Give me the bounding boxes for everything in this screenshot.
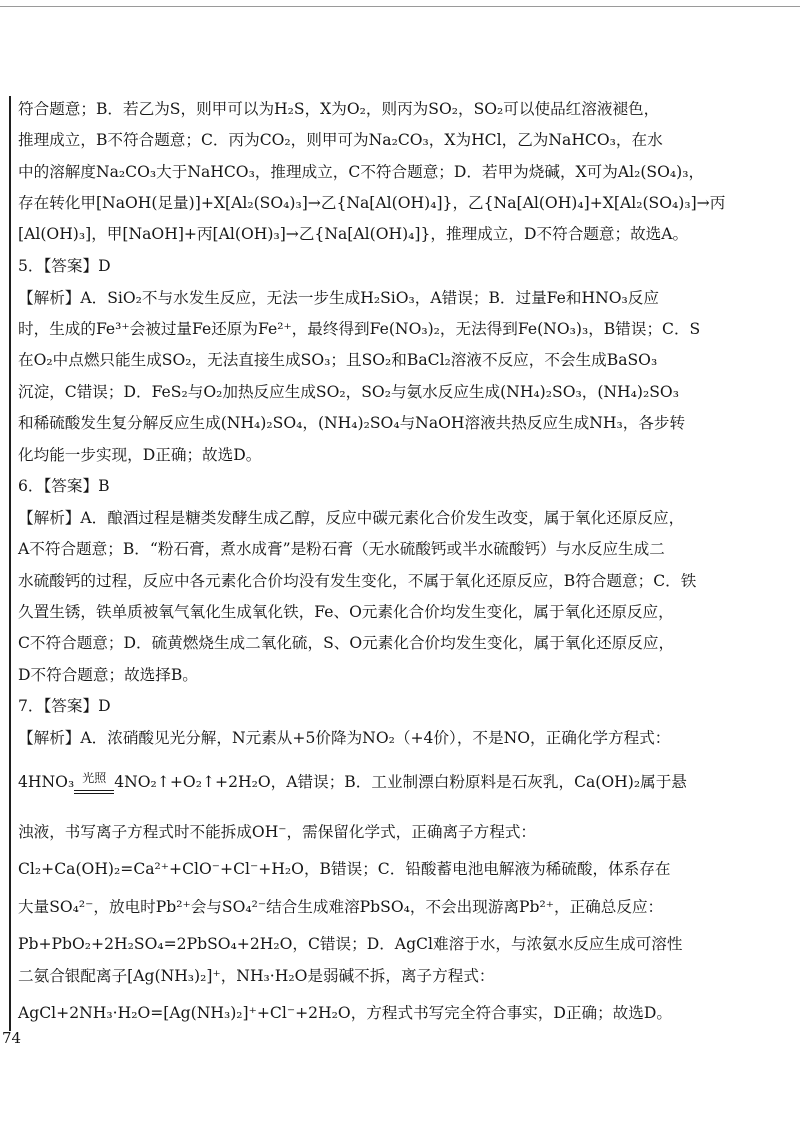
left-margin-rule xyxy=(9,96,11,1031)
q7-line-4: Cl₂+Ca(OH)₂=Ca²⁺+ClO⁻+Cl⁻+H₂O，B错误；C．铅酸蓄电池电解液为稀硫酸，体系存在 xyxy=(18,860,671,878)
q7-equation-hno3 xyxy=(18,772,782,792)
reaction-condition-label: 光照 xyxy=(82,771,107,785)
page-number: 74 xyxy=(2,1029,22,1047)
answer-6: 6．【答案】B xyxy=(18,477,110,495)
q7-line-8: AgCl+2NH₃·H₂O=[Ag(NH₃)₂]⁺+Cl⁻+2H₂O，方程式书写完全符合事实，D正确；故选D。 xyxy=(18,1004,672,1022)
q5-line-6: 化均能一步实现，D正确；故选D。 xyxy=(18,446,262,464)
q5-line-4: 沉淀，C错误；D．FeS₂与O₂加热反应生成SO₂，SO₂与氨水反应生成(NH₄)₂SO₃，(NH₄)₂SO₃ xyxy=(18,383,679,401)
q5-line-1: 【解析】A．SiO₂不与水发生反应，无法一步生成H₂SiO₃，A错误；B．过量Fe和HNO₃反应 xyxy=(18,289,659,307)
q6-line-6: D不符合题意；故选择B。 xyxy=(18,666,198,684)
q4-cont-line-1: 符合题意；B．若乙为S，则甲可以为H₂S，X为O₂，则丙为SO₂，SO₂可以使品红溶液褪色， xyxy=(18,100,660,118)
q7-line-7: 二氨合银配离子[Ag(NH₃)₂]⁺，NH₃·H₂O是弱碱不拆，离子方程式： xyxy=(18,967,495,985)
q5-line-5: 和稀硫酸发生复分解反应生成(NH₄)₂SO₄，(NH₄)₂SO₄与NaOH溶液共热反应生成NH₃，各步转 xyxy=(18,414,686,432)
answer-7: 7．【答案】D xyxy=(18,697,111,715)
q5-line-2: 时，生成的Fe³⁺会被过量Fe还原为Fe²⁺，最终得到Fe(NO₃)₂，无法得到Fe(NO₃)₃，B错误；C．S xyxy=(18,320,701,338)
q4-cont-line-4: 存在转化甲[NaOH(足量)]+X[Al₂(SO₄)₃]→乙{Na[Al(OH)₄]}，乙{Na[Al(OH)₄]+X[Al₂(SO₄)₃]→丙 xyxy=(18,194,726,212)
q4-cont-line-5: [Al(OH)₃]，甲[NaOH]+丙[Al(OH)₃]→乙{Na[Al(OH)₄]}，推理成立，D不符合题意；故选A。 xyxy=(18,225,689,243)
q6-line-4: 久置生锈，铁单质被氧气氧化生成氧化铁，Fe、O元素化合价均发生变化，属于氧化还原反应， xyxy=(18,603,674,621)
q7-line-3: 浊液，书写离子方程式时不能拆成OH⁻，需保留化学式，正确离子方程式： xyxy=(18,823,537,841)
q4-cont-line-3: 中的溶解度Na₂CO₃大于NaHCO₃，推理成立，C不符合题意；D．若甲为烧碱，X可为Al₂(SO₄)₃， xyxy=(18,163,705,181)
q4-cont-line-2: 推理成立，B不符合题意；C．丙为CO₂，则甲可为Na₂CO₃，X为HCl，乙为NaHCO₃，在水 xyxy=(18,131,663,149)
q6-line-2: A不符合题意；B．“粉石膏，煮水成膏”是粉石膏（无水硫酸钙或半水硫酸钙）与水反应生成二 xyxy=(18,540,665,558)
top-rule xyxy=(0,6,800,7)
equation-products-and-text: 4NO₂↑+O₂↑+2H₂O，A错误；B．工业制漂白粉原料是石灰乳，Ca(OH)₂属于悬 xyxy=(114,773,687,791)
q6-line-5: C不符合题意；D．硫黄燃烧生成二氧化硫，S、O元素化合价均发生变化，属于氧化还原反应， xyxy=(18,634,675,652)
q7-line-5: 大量SO₄²⁻，放电时Pb²⁺会与SO₄²⁻结合生成难溶PbSO₄，不会出现游离Pb²⁺，正确总反应： xyxy=(18,898,664,916)
q5-line-3: 在O₂中点燃只能生成SO₂，无法直接生成SO₃；且SO₂和BaCl₂溶液不反应，不会生成BaSO₃ xyxy=(18,351,658,369)
equation-reactant: 4HNO₃ xyxy=(18,773,75,791)
answer-5: 5．【答案】D xyxy=(18,257,111,275)
q6-line-3: 水硫酸钙的过程，反应中各元素化合价均没有发生变化，不属于氧化还原反应，B符合题意；C．铁 xyxy=(18,572,697,590)
q7-line-6: Pb+PbO₂+2H₂SO₄=2PbSO₄+2H₂O，C错误；D．AgCl难溶于水，与浓氨水反应生成可溶性 xyxy=(18,935,683,953)
equals-double-line xyxy=(74,790,114,794)
q6-line-1: 【解析】A．酿酒过程是糖类发酵生成乙醇，反应中碳元素化合价发生改变，属于氧化还原反应， xyxy=(18,509,685,527)
q7-line-1: 【解析】A．浓硝酸见光分解，N元素从+5价降为NO₂（+4价），不是NO，正确化学方程式： xyxy=(18,729,671,747)
